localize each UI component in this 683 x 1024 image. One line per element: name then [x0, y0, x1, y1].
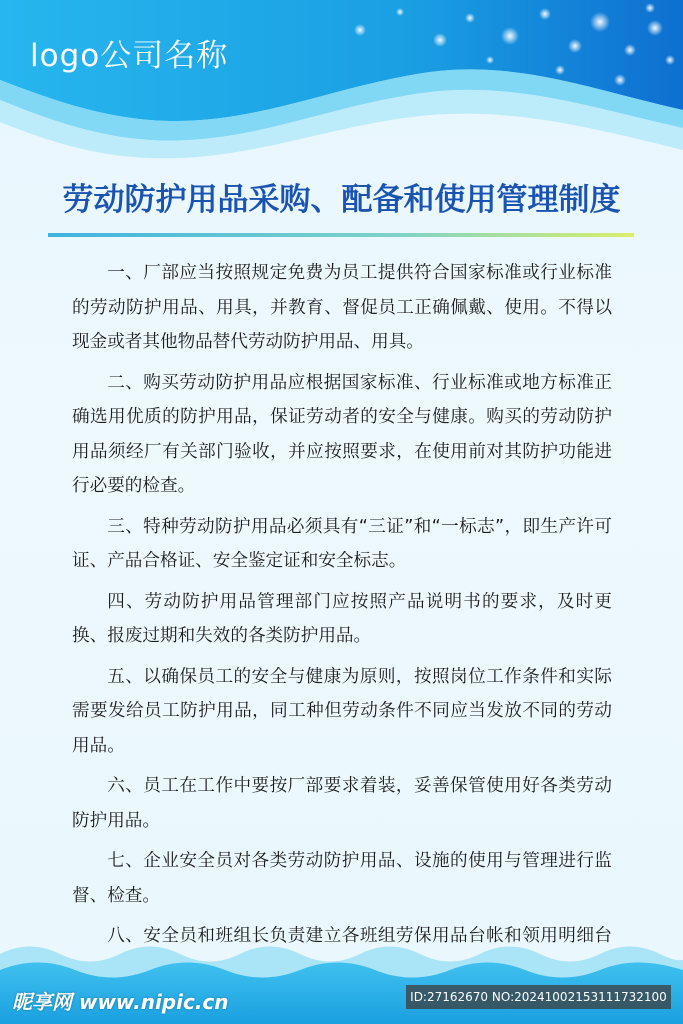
regulation-clause-7: 七、企业安全员对各类劳动防护用品、设施的使用与管理进行监督、检查。	[72, 851, 612, 906]
regulation-clause-4: 四、劳动防护用品管理部门应按照产品说明书的要求，及时更换、报废过期和失效的各类防护用品。	[72, 591, 612, 646]
header-wave-background	[0, 0, 683, 175]
regulation-clause-2: 二、购买劳动防护用品应根据国家标准、行业标准或地方标准正确选用优质的防护用品，保证劳动者的安全与健康。购买的劳动防护用品须经厂有关部门验收，并应按照要求，在使用前对其防护功能进行必要的检查。	[72, 372, 612, 496]
regulation-clause-8: 八、安全员和班组长负责建立各班组劳保用品台帐和领用明细台	[107, 926, 612, 946]
regulation-clause-6: 六、员工在工作中要按厂部要求着装，妥善保管使用好各类劳动防护用品。	[72, 776, 612, 831]
regulation-clause-1: 一、厂部应当按照规定免费为员工提供符合国家标准或行业标准的劳动防护用品、用具，并教育、督促员工正确佩戴、使用。不得以现金或者其他物品替代劳动防护用品、用具。	[72, 263, 612, 352]
watermark-id-badge: ID:27162670 NO:20241002153111732100	[406, 985, 671, 1009]
regulation-clause-3: 三、特种劳动防护用品必须具有“三证”和“一标志”，即生产许可证、产品合格证、安全鉴定证和安全标志。	[72, 516, 612, 571]
company-logo-text: logo公司名称	[30, 38, 229, 74]
watermark-site-logo: 昵享网 www.nipic.cn	[12, 990, 229, 1014]
title-underline	[48, 233, 634, 237]
page-title: 劳动防护用品采购、配备和使用管理制度	[62, 182, 621, 218]
regulation-clause-5: 五、以确保员工的安全与健康为原则，按照岗位工作条件和实际需要发给员工防护用品，同工种但劳动条件不同应当发放不同的劳动用品。	[72, 666, 612, 756]
regulation-body	[72, 256, 612, 994]
